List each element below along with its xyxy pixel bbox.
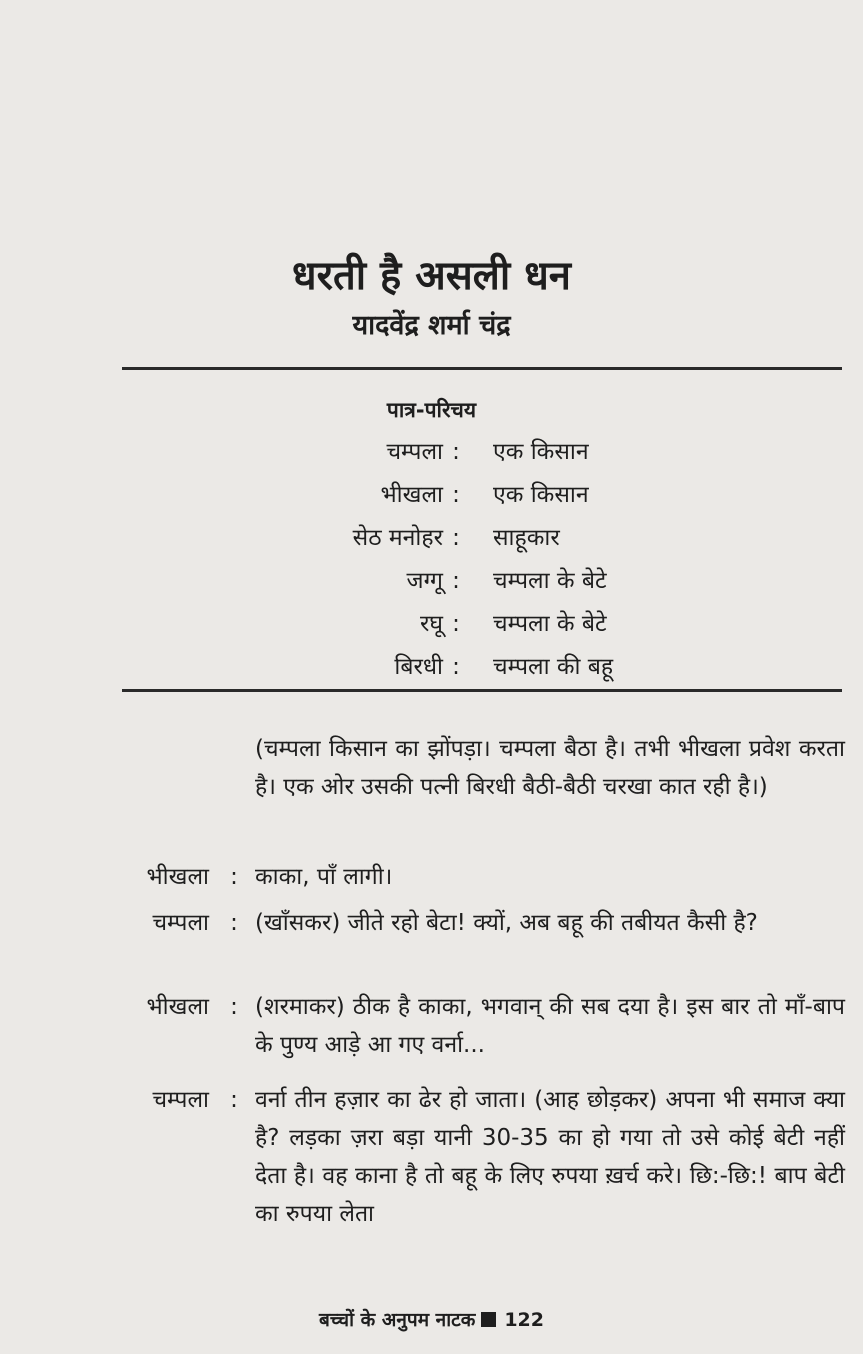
speaker-name: भीखला xyxy=(146,994,209,1020)
book-title: बच्चों के अनुपम नाटक xyxy=(319,1309,476,1331)
cast-role: एक किसान xyxy=(493,439,589,465)
cast-name: जग्गू xyxy=(406,568,443,594)
cast-row xyxy=(0,434,863,474)
play-title: धरती है असली धन xyxy=(291,253,572,299)
page-footer xyxy=(0,1306,863,1334)
speaker-separator: : xyxy=(230,864,238,890)
speaker-separator: : xyxy=(230,910,238,936)
dialogue-text: (शरमाकर) ठीक है काका, भगवान् की सब दया है। इस बार तो माँ-बाप के पुण्य आड़े आ गए वर्ना... xyxy=(255,994,845,1058)
cast-name: रघू xyxy=(420,611,443,637)
cast-separator: : xyxy=(452,525,460,551)
speaker-name: चम्पला xyxy=(152,910,209,936)
speaker-name: चम्पला xyxy=(152,1087,209,1113)
cast-name: भीखला xyxy=(380,482,443,508)
speaker-separator: : xyxy=(230,994,238,1020)
cast-heading: पात्र-परिचय xyxy=(386,398,477,422)
speaker-separator: : xyxy=(230,1087,238,1113)
top-divider xyxy=(122,367,842,370)
cast-name: सेठ मनोहर xyxy=(352,525,443,551)
cast-name: चम्पला xyxy=(386,439,443,465)
cast-row xyxy=(0,563,863,603)
dialogue-text: (खाँसकर) जीते रहो बेटा! क्यों, अब बहू की तबीयत कैसी है? xyxy=(255,910,758,936)
play-author: यादवेंद्र शर्मा चंद्र xyxy=(352,310,511,341)
stage-direction: (चम्पला किसान का झोंपड़ा। चम्पला बैठा है। तभी भीखला प्रवेश करता है। एक ओर उसकी पत्नी बिरधी बैठी-बैठी चरखा कात रही है।) xyxy=(255,736,845,800)
cast-role: चम्पला के बेटे xyxy=(493,611,607,637)
bottom-divider xyxy=(122,689,842,692)
cast-separator: : xyxy=(452,568,460,594)
cast-separator: : xyxy=(452,654,460,680)
cast-role: चम्पला के बेटे xyxy=(493,568,607,594)
dialogue-text: काका, पाँ लागी। xyxy=(255,864,393,890)
cast-role: एक किसान xyxy=(493,482,589,508)
cast-row xyxy=(0,477,863,517)
cast-row xyxy=(0,649,863,689)
cast-role: चम्पला की बहू xyxy=(493,654,614,680)
cast-role: साहूकार xyxy=(493,525,560,551)
dialogue-text: वर्ना तीन हज़ार का ढेर हो जाता। (आह छोड़कर) अपना भी समाज क्या है? लड़का ज़रा बड़ा यानी 30-35 का हो गया तो उसे कोई बेटी नहीं देता है। वह काना है तो बहू के लिए रुपया ख़र्च करे। छि:-छि:! बाप बेटी का रुपया लेता xyxy=(255,1087,845,1227)
cast-row xyxy=(0,520,863,560)
square-bullet-icon xyxy=(481,1312,496,1327)
cast-name: बिरधी xyxy=(394,654,443,680)
cast-separator: : xyxy=(452,482,460,508)
page-number: 122 xyxy=(504,1309,544,1331)
cast-row xyxy=(0,606,863,646)
cast-separator: : xyxy=(452,611,460,637)
cast-separator: : xyxy=(452,439,460,465)
speaker-name: भीखला xyxy=(146,864,209,890)
